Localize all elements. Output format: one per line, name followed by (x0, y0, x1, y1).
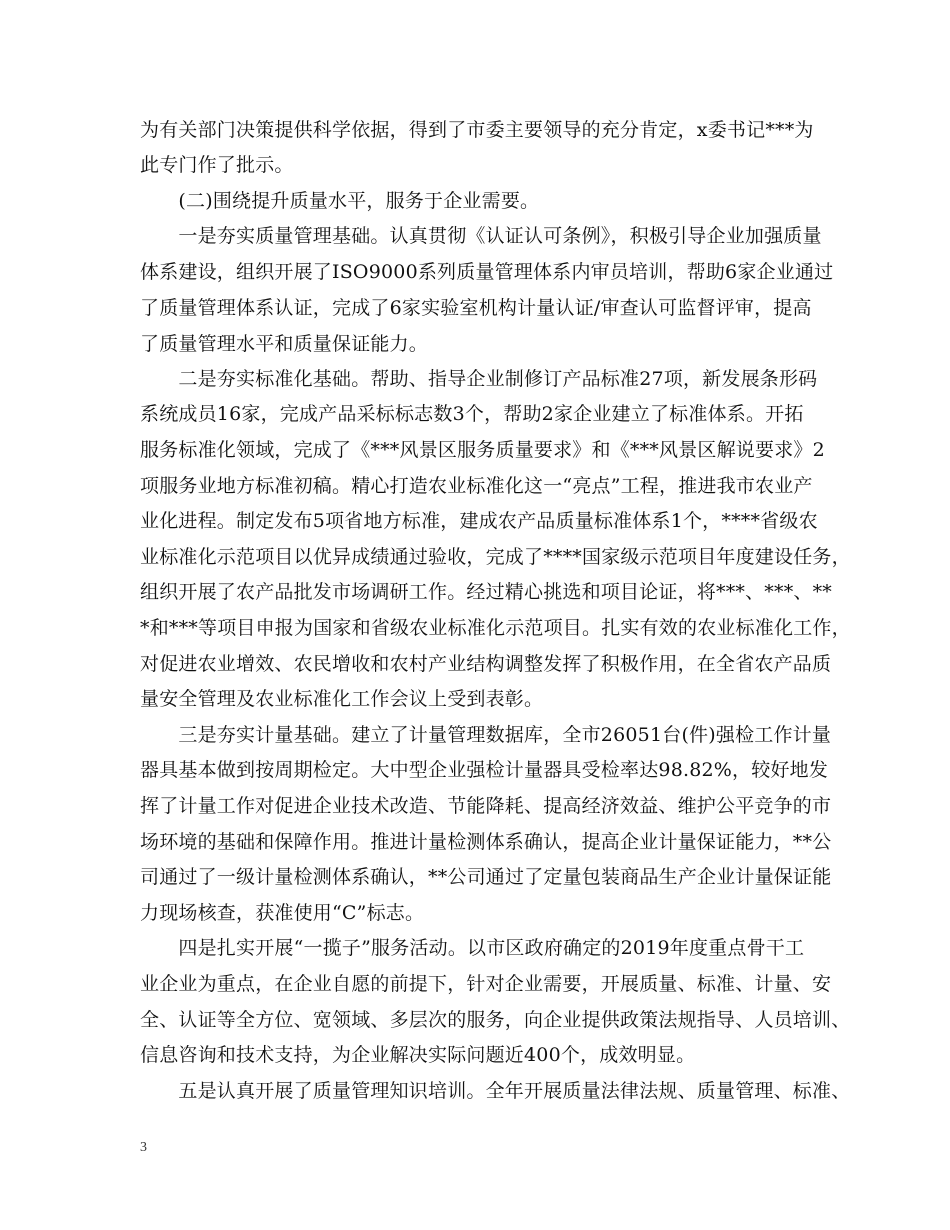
text-line: 信息咨询和技术支持，为企业解决实际问题近400个，成效明显。 (140, 1044, 696, 1066)
text-line: 二是夯实标准化基础。帮助、指导企业制修订产品标准27项，新发展条形码 (140, 368, 818, 390)
text-line: 挥了计量工作对促进企业技术改造、节能降耗、提高经济效益、维护公平竞争的市 (140, 795, 832, 817)
text-line: 对促进农业增效、农民增收和农村产业结构调整发挥了积极作用，在全省农产品质 (140, 653, 832, 675)
text-line: 全、认证等全方位、宽领域、多层次的服务，向企业提供政策法规指导、人员培训、 (140, 1009, 851, 1031)
text-line: *和***等项目申报为国家和省级农业标准化示范项目。扎实有效的农业标准化工作， (140, 617, 851, 639)
text-line: 四是扎实开展“一揽子”服务活动。以市区政府确定的2019年度重点骨干工 (140, 937, 805, 959)
text-line: 业标准化示范项目以优异成绩通过验收，完成了****国家级示范项目年度建设任务， (140, 546, 851, 568)
text-line: 一是夯实质量管理基础。认真贯彻《认证认可条例》，积极引导企业加强质量 (140, 225, 822, 247)
text-line: 服务标准化领域，完成了《***风景区服务质量要求》和《***风景区解说要求》2 (140, 439, 825, 461)
text-line: 司通过了一级计量检测体系确认，**公司通过了定量包装商品生产企业计量保证能 (140, 866, 832, 888)
text-line: 器具基本做到按周期检定。大中型企业强检计量器具受检率达98.82%，较好地发 (140, 759, 829, 781)
text-line: 系统成员16家，完成产品采标标志数3个，帮助2家企业建立了标准体系。开拓 (140, 403, 804, 425)
page-number: 3 (140, 1140, 147, 1155)
text-line: (二)围绕提升质量水平，服务于企业需要。 (140, 190, 540, 212)
text-line: 组织开展了农产品批发市场调研工作。经过精心挑选和项目论证，将***、***、** (140, 581, 833, 603)
text-line: 为有关部门决策提供科学依据，得到了市委主要领导的充分肯定，x委书记***为 (140, 119, 814, 141)
text-line: 三是夯实计量基础。建立了计量管理数据库，全市26051台(件)强检工作计量 (140, 724, 832, 746)
text-line: 业企业为重点，在企业自愿的前提下，针对企业需要，开展质量、标准、计量、安 (140, 973, 832, 995)
text-line: 此专门作了批示。 (140, 154, 294, 176)
text-line: 力现场核查，获准使用“C”标志。 (140, 902, 425, 924)
text-line: 场环境的基础和保障作用。推进计量检测体系确认，提高企业计量保证能力，**公 (140, 831, 832, 853)
text-line: 了质量管理体系认证，完成了6家实验室机构计量认证/审查认可监督评审，提高 (140, 297, 812, 319)
text-line: 项服务业地方标准初稿。精心打造农业标准化这一“亮点”工程，推进我市农业产 (140, 475, 813, 497)
text-line: 体系建设，组织开展了ISO9000系列质量管理体系内审员培训，帮助6家企业通过 (140, 261, 834, 283)
text-line: 五是认真开展了质量管理知识培训。全年开展质量法律法规、质量管理、标准、 (140, 1080, 851, 1102)
text-line: 量安全管理及农业标准化工作会议上受到表彰。 (140, 688, 544, 710)
text-line: 业化进程。制定发布5项省地方标准，建成农产品质量标准体系1个，****省级农 (140, 510, 818, 532)
text-line: 了质量管理水平和质量保证能力。 (140, 333, 429, 355)
